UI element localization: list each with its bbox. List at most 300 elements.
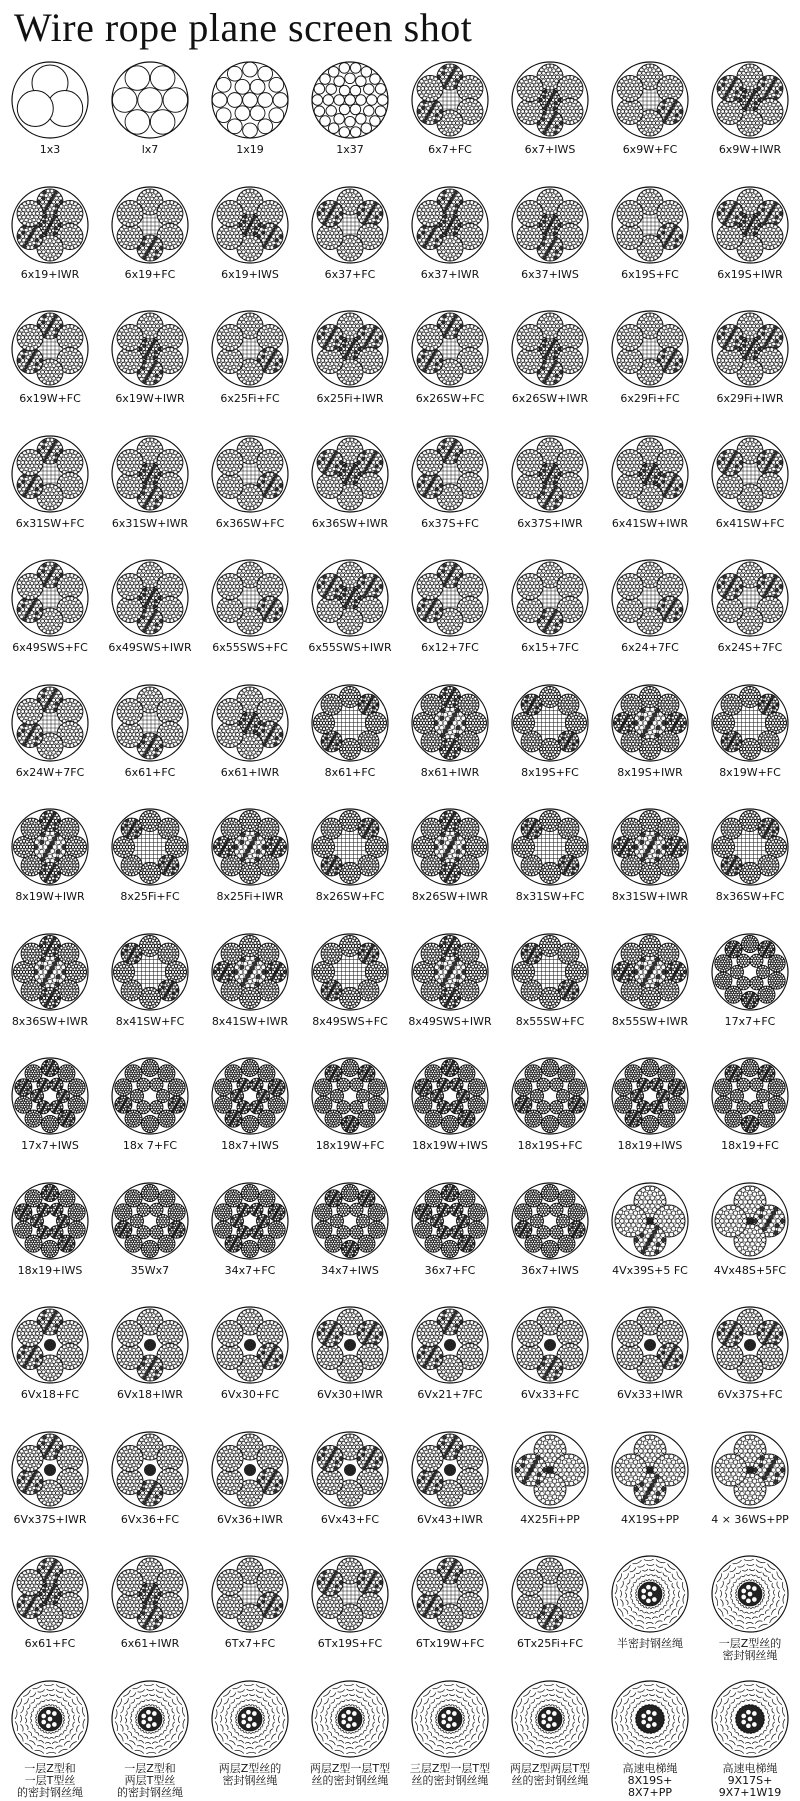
rope-cell [0,1179,100,1303]
rope-cell [400,1303,500,1427]
rope-cell [700,1054,800,1178]
rope-label: 17x7+FC [694,1016,800,1028]
rope-cross-section-image [610,309,690,389]
rope-row [0,1677,800,1801]
rope-cell [200,432,300,556]
rope-cell [600,930,700,1054]
rope-cross-section-image [210,1181,290,1261]
rope-row [0,681,800,806]
rope-cross-section-image [610,1056,690,1136]
rope-label: 18x19W+FC [294,1140,406,1152]
rope-cell [200,1552,300,1676]
rope-cross-section-image [10,807,90,887]
rope-cross-section-image [310,932,390,1012]
rope-cross-section-image [210,1305,290,1385]
rope-label: 8x26SW+FC [294,891,406,903]
rope-label: 6x55SWS+IWR [294,642,406,654]
rope-label: 6x19W+IWR [94,393,206,405]
rope-cross-section-image [610,185,690,265]
rope-cell [400,1552,500,1676]
rope-label: 6x19S+IWR [694,269,800,281]
rope-cross-section-image [210,558,290,638]
rope-cell [400,681,500,805]
rope-label: 6x19W+FC [0,393,106,405]
rope-cross-section-image [10,1430,90,1510]
rope-label: 6x26SW+FC [394,393,506,405]
rope-label: 35Wx7 [94,1265,206,1277]
rope-cell [200,1428,300,1552]
rope-cell [0,1303,100,1427]
rope-cross-section-image [510,309,590,389]
rope-cross-section-image [410,807,490,887]
rope-label: 1x3 [0,144,106,156]
rope-cross-section-image [310,1554,390,1634]
rope-cross-section-image [510,1181,590,1261]
rope-cell [400,1054,500,1178]
rope-cell [200,183,300,307]
rope-cell [500,307,600,431]
rope-label: 6x37S+FC [394,518,506,530]
rope-cell [100,681,200,805]
rope-row [0,1054,800,1179]
rope-cell [700,183,800,307]
rope-cross-section-image [710,683,790,763]
rope-cell [0,1677,100,1801]
rope-cross-section-image [610,1181,690,1261]
rope-cell [0,58,100,182]
rope-cross-section-image [10,434,90,514]
rope-label: 6Vx33+IWR [594,1389,706,1401]
rope-cross-section-image [410,309,490,389]
rope-cell [700,1428,800,1552]
rope-cell [600,681,700,805]
rope-cell [300,1428,400,1552]
rope-cell [500,58,600,182]
rope-label: 6Vx18+IWR [94,1389,206,1401]
rope-cross-section-image [310,683,390,763]
rope-cross-section-image [10,60,90,140]
rope-label: 8x49SWS+FC [294,1016,406,1028]
rope-cross-section-image [710,60,790,140]
rope-cross-section-image [710,932,790,1012]
rope-cross-section-image [310,558,390,638]
rope-cross-section-image [10,683,90,763]
rope-cell [200,58,300,182]
rope-row [0,1552,800,1677]
rope-cell [300,1303,400,1427]
rope-label: 8x41SW+IWR [194,1016,306,1028]
rope-label: 6x12+7FC [394,642,506,654]
rope-cell [600,183,700,307]
rope-label: 6x61+FC [0,1638,106,1650]
rope-cross-section-image [710,807,790,887]
rope-cross-section-image [610,1679,690,1759]
rope-cross-section-image [210,60,290,140]
rope-label: 34x7+IWS [294,1265,406,1277]
rope-label: 6x24+7FC [594,642,706,654]
rope-label: 6x36SW+FC [194,518,306,530]
rope-cell [100,1428,200,1552]
rope-cell [200,1179,300,1303]
rope-cell [500,681,600,805]
rope-cross-section-image [610,807,690,887]
rope-label: 6Tx7+FC [194,1638,306,1650]
rope-label: 8x19S+IWR [594,767,706,779]
rope-label: 6x7+FC [394,144,506,156]
rope-cross-section-image [110,683,190,763]
rope-cross-section-image [110,932,190,1012]
rope-cell [500,556,600,680]
rope-cell [500,805,600,929]
rope-cell [300,1179,400,1303]
rope-label: 6Vx37S+IWR [0,1514,106,1526]
rope-cross-section-image [710,1554,790,1634]
rope-label: 6x19+FC [94,269,206,281]
rope-cross-section-image [510,1679,590,1759]
rope-cell [300,1054,400,1178]
rope-cross-section-image [410,434,490,514]
rope-cell [300,307,400,431]
rope-label: 6Vx43+FC [294,1514,406,1526]
rope-label: 18x7+IWS [194,1140,306,1152]
rope-grid [0,58,800,1801]
rope-cross-section-image [110,60,190,140]
rope-cell [600,58,700,182]
rope-cross-section-image [110,1430,190,1510]
rope-cross-section-image [110,807,190,887]
rope-cross-section-image [10,1056,90,1136]
rope-cross-section-image [10,1554,90,1634]
rope-cell [300,432,400,556]
rope-cell [400,1677,500,1801]
rope-cross-section-image [610,1430,690,1510]
rope-cell [500,183,600,307]
rope-cross-section-image [410,1554,490,1634]
rope-label: 6x9W+IWR [694,144,800,156]
rope-label: 6x7+IWS [494,144,606,156]
rope-cross-section-image [510,558,590,638]
rope-cross-section-image [410,1679,490,1759]
rope-cell [700,681,800,805]
rope-cell [200,681,300,805]
rope-label: 34x7+FC [194,1265,306,1277]
rope-cross-section-image [210,1430,290,1510]
rope-cell [300,556,400,680]
rope-label: 6x24W+7FC [0,767,106,779]
rope-cell [200,930,300,1054]
rope-cross-section-image [710,309,790,389]
rope-cross-section-image [210,1554,290,1634]
rope-cross-section-image [10,309,90,389]
rope-label: 高速电梯绳 8X19S+ 8X7+PP [594,1763,706,1799]
rope-label: 6Vx36+IWR [194,1514,306,1526]
rope-cell [400,432,500,556]
rope-cross-section-image [610,932,690,1012]
rope-cross-section-image [510,1056,590,1136]
rope-cell [400,1179,500,1303]
rope-cross-section-image [310,1430,390,1510]
rope-row [0,805,800,930]
rope-cell [100,58,200,182]
rope-cross-section-image [110,1554,190,1634]
rope-label: 6Vx30+FC [194,1389,306,1401]
rope-cross-section-image [210,1056,290,1136]
rope-cross-section-image [110,1679,190,1759]
rope-label: 6x37+FC [294,269,406,281]
rope-row [0,930,800,1055]
rope-cell [200,1303,300,1427]
rope-cross-section-image [310,1305,390,1385]
rope-cell [700,805,800,929]
rope-label: 18x19+IWS [0,1265,106,1277]
rope-cell [0,307,100,431]
rope-cell [700,1677,800,1801]
rope-cell [400,183,500,307]
rope-cell [300,1677,400,1801]
rope-label: 1x37 [294,144,406,156]
rope-cell [100,307,200,431]
rope-cross-section-image [610,60,690,140]
rope-cross-section-image [10,932,90,1012]
rope-cell [600,1054,700,1178]
rope-cross-section-image [410,1305,490,1385]
rope-label: 6x31SW+FC [0,518,106,530]
rope-label: lx7 [94,144,206,156]
rope-cross-section-image [410,1181,490,1261]
rope-label: 6x49SWS+FC [0,642,106,654]
rope-row [0,1303,800,1428]
rope-cross-section-image [110,434,190,514]
rope-cross-section-image [10,1305,90,1385]
rope-cross-section-image [510,185,590,265]
rope-cross-section-image [510,807,590,887]
rope-cross-section-image [710,1430,790,1510]
rope-label: 高速电梯绳 9X17S+ 9X7+1W19 [694,1763,800,1799]
rope-cell [100,1552,200,1676]
rope-row [0,432,800,557]
rope-row [0,58,800,183]
rope-label: 18x 7+FC [94,1140,206,1152]
rope-row [0,307,800,432]
rope-cross-section-image [310,807,390,887]
rope-cell [300,183,400,307]
rope-label: 两层Z型丝的 密封钢丝绳 [194,1763,306,1787]
rope-cross-section-image [510,434,590,514]
rope-cell [600,805,700,929]
rope-cell [100,432,200,556]
rope-label: 36x7+FC [394,1265,506,1277]
rope-cell [700,930,800,1054]
rope-label: 6x37+IWS [494,269,606,281]
rope-label: 8x36SW+IWR [0,1016,106,1028]
rope-cross-section-image [110,558,190,638]
rope-label: 8x36SW+FC [694,891,800,903]
rope-cell [500,1179,600,1303]
rope-cell [700,58,800,182]
rope-cross-section-image [410,683,490,763]
rope-label: 6x61+FC [94,767,206,779]
rope-cell [600,1303,700,1427]
rope-cell [400,1428,500,1552]
rope-cross-section-image [710,1056,790,1136]
rope-cell [100,556,200,680]
rope-label: 4X19S+PP [594,1514,706,1526]
rope-cell [0,556,100,680]
rope-cross-section-image [510,932,590,1012]
rope-label: 8x55SW+FC [494,1016,606,1028]
rope-cell [700,556,800,680]
rope-cell [500,1303,600,1427]
rope-label: 半密封钢丝绳 [594,1638,706,1650]
rope-label: 17x7+IWS [0,1140,106,1152]
rope-cross-section-image [210,185,290,265]
rope-cell [500,1552,600,1676]
rope-cross-section-image [210,932,290,1012]
rope-cross-section-image [310,1056,390,1136]
rope-cell [100,930,200,1054]
rope-cell [0,930,100,1054]
rope-label: 6x36SW+IWR [294,518,406,530]
rope-label: 6x37+IWR [394,269,506,281]
rope-label: 一层Z型和 一层T型丝 的密封钢丝绳 [0,1763,106,1799]
rope-row [0,556,800,681]
rope-cell [200,1054,300,1178]
rope-label: 8x25Fi+IWR [194,891,306,903]
rope-label: 6Vx43+IWR [394,1514,506,1526]
rope-cross-section-image [710,1305,790,1385]
rope-cross-section-image [710,558,790,638]
rope-cross-section-image [310,434,390,514]
rope-label: 6x19S+FC [594,269,706,281]
rope-cell [0,1054,100,1178]
rope-cross-section-image [210,1679,290,1759]
rope-cell [500,1054,600,1178]
rope-label: 6Tx19W+FC [394,1638,506,1650]
rope-cell [600,556,700,680]
rope-label: 8x19W+FC [694,767,800,779]
rope-cross-section-image [110,1181,190,1261]
rope-cell [100,1677,200,1801]
rope-cross-section-image [610,434,690,514]
rope-cell [300,1552,400,1676]
rope-cross-section-image [210,309,290,389]
rope-label: 6Tx25Fi+FC [494,1638,606,1650]
rope-cell [600,1677,700,1801]
rope-cross-section-image [310,1181,390,1261]
rope-cell [300,805,400,929]
rope-label: 6x61+IWR [194,767,306,779]
rope-label: 8x31SW+FC [494,891,606,903]
rope-cell [300,930,400,1054]
rope-label: 6x41SW+FC [694,518,800,530]
rope-label: 6x37S+IWR [494,518,606,530]
page-title: Wire rope plane screen shot [14,4,472,51]
rope-label: 6x25Fi+FC [194,393,306,405]
rope-cross-section-image [510,1305,590,1385]
rope-label: 6x26SW+IWR [494,393,606,405]
rope-label: 6x55SWS+FC [194,642,306,654]
rope-cross-section-image [410,1056,490,1136]
rope-label: 一层Z型丝的 密封钢丝绳 [694,1638,800,1662]
rope-cross-section-image [610,1305,690,1385]
rope-label: 6x29Fi+IWR [694,393,800,405]
rope-label: 6x29Fi+FC [594,393,706,405]
rope-label: 4X25Fi+PP [494,1514,606,1526]
rope-label: 18x19W+IWS [394,1140,506,1152]
rope-cross-section-image [110,309,190,389]
rope-cell [100,183,200,307]
rope-cross-section-image [710,185,790,265]
rope-cell [200,307,300,431]
rope-cross-section-image [110,1056,190,1136]
rope-cross-section-image [210,807,290,887]
rope-label: 8x25Fi+FC [94,891,206,903]
rope-label: 4 × 36WS+PP [694,1514,800,1526]
rope-cell [200,1677,300,1801]
rope-cross-section-image [610,558,690,638]
rope-cell [400,805,500,929]
rope-cell [500,432,600,556]
rope-cell [600,432,700,556]
rope-cross-section-image [10,1679,90,1759]
rope-cell [200,556,300,680]
rope-cell [600,1428,700,1552]
rope-cell [700,1179,800,1303]
rope-cross-section-image [310,185,390,265]
rope-cell [700,432,800,556]
rope-label: 6Vx18+FC [0,1389,106,1401]
rope-cross-section-image [410,932,490,1012]
rope-cell [400,930,500,1054]
rope-cross-section-image [610,1554,690,1634]
rope-label: 4Vx48S+5FC [694,1265,800,1277]
rope-cross-section-image [710,1181,790,1261]
rope-label: 6x19+IWR [0,269,106,281]
rope-cross-section-image [310,1679,390,1759]
rope-cross-section-image [510,60,590,140]
rope-label: 6Vx36+FC [94,1514,206,1526]
rope-cell [300,681,400,805]
rope-label: 6Vx30+IWR [294,1389,406,1401]
rope-cross-section-image [10,1181,90,1261]
rope-cell [0,1552,100,1676]
rope-cell [100,1054,200,1178]
rope-label: 8x41SW+FC [94,1016,206,1028]
rope-cell [0,432,100,556]
rope-label: 8x19S+FC [494,767,606,779]
rope-label: 8x19W+IWR [0,891,106,903]
rope-label: 1x19 [194,144,306,156]
rope-cell [400,307,500,431]
rope-label: 4Vx39S+5 FC [594,1265,706,1277]
rope-cross-section-image [10,185,90,265]
rope-label: 8x61+FC [294,767,406,779]
rope-label: 18x19+IWS [594,1140,706,1152]
rope-label: 6x9W+FC [594,144,706,156]
rope-cell [600,1179,700,1303]
rope-label: 三层Z型一层T型 丝的密封钢丝绳 [394,1763,506,1787]
rope-label: 两层Z型一层T型 丝的密封钢丝绳 [294,1763,406,1787]
rope-label: 6Vx33+FC [494,1389,606,1401]
rope-cross-section-image [510,1554,590,1634]
rope-cell [400,58,500,182]
rope-label: 6Tx19S+FC [294,1638,406,1650]
rope-cross-section-image [510,1430,590,1510]
rope-label: 8x49SWS+IWR [394,1016,506,1028]
rope-cell [700,307,800,431]
rope-cell [400,556,500,680]
rope-label: 6x25Fi+IWR [294,393,406,405]
